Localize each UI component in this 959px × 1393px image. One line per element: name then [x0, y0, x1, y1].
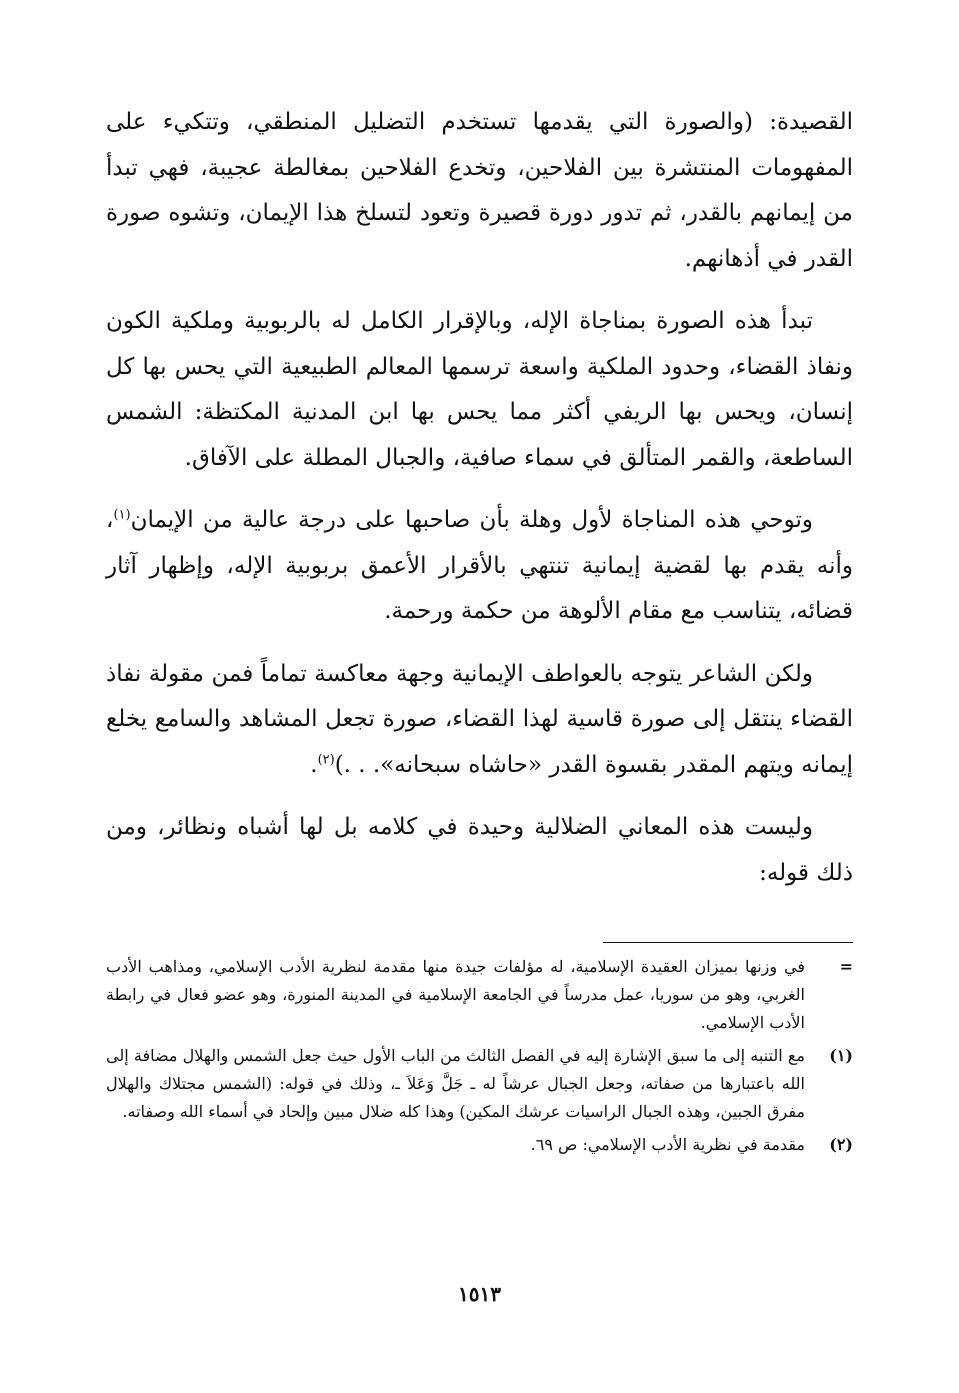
footnote-ref-2[interactable]: (٢): [317, 751, 335, 767]
footnote-continued: [106, 953, 853, 1037]
paragraph-3-text-before: وتوحي هذه المناجاة لأول وهلة بأن صاحبها على درجة عالية من الإيمان: [130, 507, 813, 533]
paragraph-4-text-before: ولكن الشاعر يتوجه بالعواطف الإيمانية وجهة معاكسة تماماً فمن مقولة نفاذ القضاء ينتقل إلى صورة قاسية لهذا القضاء، صورة تجعل المشاهد والسامع يخلع إيمانه ويتهم المقدر بقسوة القدر «حاشاه سبحانه». . .): [106, 660, 853, 778]
paragraph-1: القصيدة: (والصورة التي يقدمها تستخدم التضليل المنطقي، وتتكيء على المفهومات المنتشرة بين الفلاحين، وتخدع الفلاحين بمغالطة عجيبة، فهي تبدأ من إيمانهم بالقدر، ثم تدور دورة قصيرة وتعود لتسلخ هذا الإيمان، وتشوه صورة القدر في أذهانهم.: [106, 109, 853, 272]
footnote-text: مقدمة في نظرية الأدب الإسلامي: ص ٦٩.: [530, 1135, 805, 1154]
footnotes: [106, 953, 853, 1159]
footnote-ref-1[interactable]: (١): [113, 507, 131, 523]
footnote-1: [106, 1042, 853, 1126]
footnote-divider: [603, 942, 853, 943]
paragraph-5: وليست هذه المعاني الضلالية وحيدة في كلامه بل لها أشباه ونظائر، ومن ذلك قوله:: [106, 814, 853, 886]
body-text: [106, 100, 853, 896]
paragraph-3-text-after: ، وأنه يقدم بها لقضية إيمانية تنتهي بالأقرار الأعمق بربوبية الإله، وإظهار آثار قضائه، يتناسب مع مقام الألوهة من حكمة ورحمة.: [106, 507, 853, 624]
page-number: ١٥١٣: [458, 1282, 501, 1306]
paragraph-4-text-after: .: [310, 751, 318, 778]
footnote-marker: =: [839, 957, 853, 976]
footnote-text: في وزنها بميزان العقيدة الإسلامية، له مؤلفات جيدة منها مقدمة لنظرية الأدب الإسلامي، ومذاهب الأدب الغربي، وهو من سوريا، عمل مدرساً في الجامعة الإسلامية في المدينة المنورة، وهو عضو فعال في رابطة الأدب الإسلامي.: [106, 957, 805, 1032]
footnote-text: مع التنبه إلى ما سبق الإشارة إليه في الفصل الثالث من الباب الأول حيث جعل الشمس والهلال مضافة إلى الله باعتبارها من صفاته، وجعل الجبال عرشاً له ـ جَلَّ وَعَلاَ ـ، وذلك في قوله: (الشمس مجتلاك والهلال مفرق الجبين، وهذه الجبال الراسيات عرشك المكين) وهذا كله ضلال مبين وإلحاد في أسماء الله وصفاته.: [106, 1046, 805, 1121]
paragraph-2: تبدأ هذه الصورة بمناجاة الإله، وبالإقرار الكامل له بالربوبية وملكية الكون ونفاذ القضاء، وحدود الملكية واسعة ترسمها المعالم الطبيعية التي يحس بها كل إنسان، ويحس بها الريفي أكثر مما يحس بها ابن المدنية المكتظة: الشمس الساطعة، والقمر المتألق في سماء صافية، والجبال المطلة على الآفاق.: [106, 308, 853, 471]
footnote-marker: (١): [829, 1046, 853, 1065]
footnote-marker: (٢): [829, 1135, 853, 1154]
footnote-2: [106, 1131, 853, 1159]
paragraph-3: [106, 498, 853, 635]
paragraph-4: [106, 652, 853, 789]
